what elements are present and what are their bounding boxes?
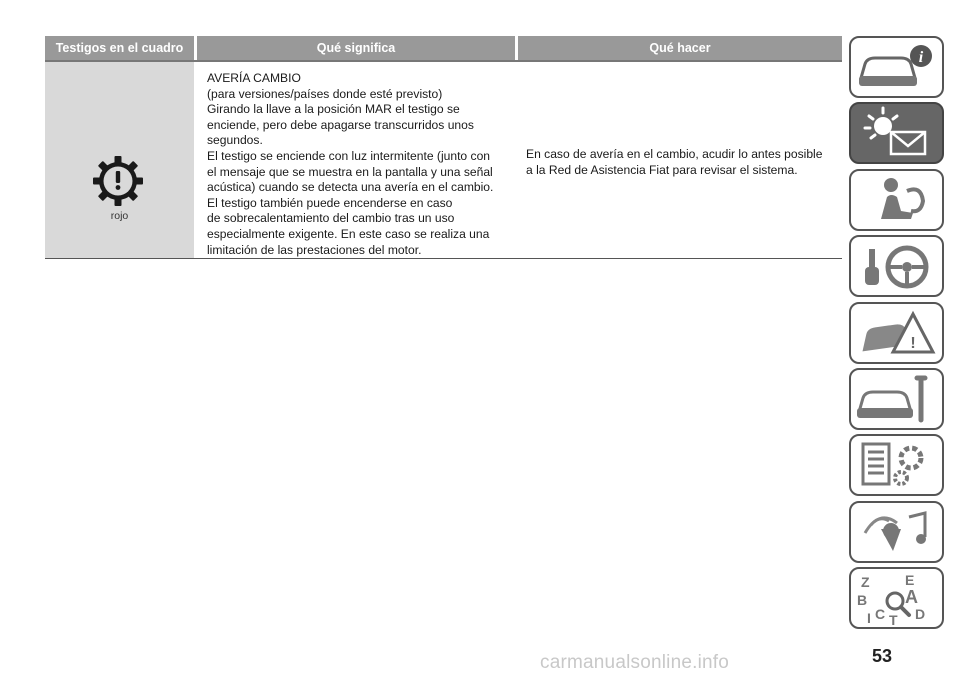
page-number: 53 [872,646,893,666]
meaning-line: especialmente exigente. En este caso se realiza una [207,226,490,241]
table-header [45,36,842,60]
svg-text:i: i [918,49,924,66]
index-letter: E [905,572,915,588]
car-maintenance-icon [851,370,942,428]
meaning-line: limitación de las prestaciones del motor. [207,242,422,257]
table-row [45,62,842,259]
warning-lights-table [45,36,842,259]
meaning-line: el mensaje que se muestra en la pantalla y una señal [207,164,493,179]
tab-index[interactable] [849,567,944,629]
action-line: a la Red de Asistencia Fiat para revisar el sistema. [526,162,798,177]
index-letter: A [905,587,918,607]
index-letters-icon [851,569,942,627]
index-letter: D [915,606,926,622]
meaning-line: (para versiones/países donde esté previsto) [207,86,443,101]
header-action: Qué hacer [518,36,842,60]
car-emergency-icon [851,304,942,362]
header-meaning: Qué significa [197,36,515,60]
index-letter: I [867,610,871,626]
index-letter: T [889,612,898,627]
meaning-line: enciende, pero debe apagarse transcurridos unos [207,117,474,132]
key-steering-wheel-icon [851,237,942,295]
tab-car-info[interactable] [849,36,944,98]
index-letter: C [875,606,886,622]
tab-emergency[interactable] [849,302,944,364]
tab-technical-data[interactable] [849,434,944,496]
multimedia-icon [851,503,942,561]
warning-lights-icon [851,104,942,162]
meaning-line: segundos. [207,133,263,148]
warning-color-label: rojo [110,210,129,222]
tab-seat-airbag[interactable] [849,169,944,231]
warning-light-cell [45,62,194,258]
meaning-line: AVERÍA CAMBIO [207,71,301,85]
header-warning-lights: Testigos en el cuadro [45,36,194,60]
meaning-line: de sobrecalentamiento del cambio tras un uso [207,211,455,226]
watermark: carmanualsonline.info [540,652,730,673]
action-cell [518,62,842,258]
meaning-line: acústica) cuando se detecta una avería en el cambio. [207,180,494,195]
tab-multimedia[interactable] [849,501,944,563]
meaning-line: El testigo también puede encenderse en caso [207,195,453,210]
seat-airbag-icon [851,171,942,229]
tab-warning-lights[interactable] [849,102,944,164]
tab-maintenance[interactable] [849,368,944,430]
meaning-line: Girando la llave a la posición MAR el testigo se [207,102,460,117]
svg-text:!: ! [910,335,916,352]
technical-data-icon [851,436,942,494]
transmission-failure-icon [91,154,145,208]
index-letter: B [857,592,868,608]
meaning-cell [197,62,515,258]
tab-key-steering[interactable] [849,235,944,297]
index-letter: Z [861,574,870,590]
car-info-icon [851,38,942,96]
action-line: En caso de avería en el cambio, acudir lo antes posible [526,147,823,161]
meaning-line: El testigo se enciende con luz intermitente (junto con [207,148,491,163]
